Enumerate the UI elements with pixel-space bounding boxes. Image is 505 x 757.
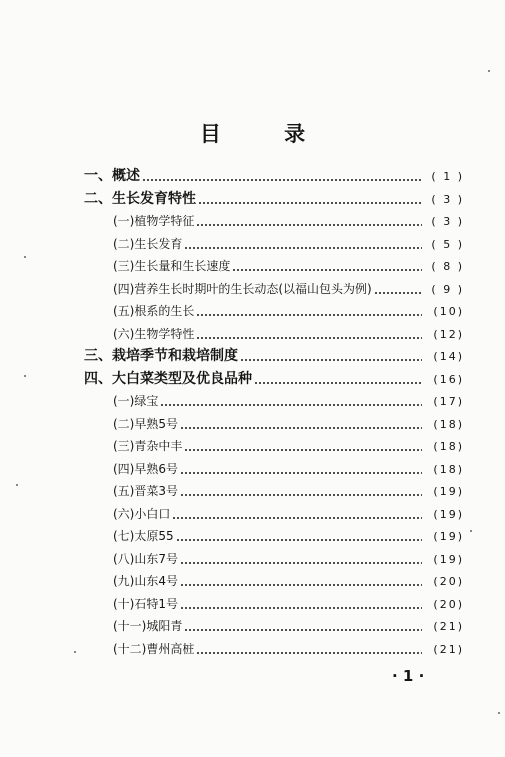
toc-entry-page: (12) (433, 327, 464, 341)
dot-leader (240, 349, 422, 363)
toc-entry-page: (10) (433, 305, 464, 318)
toc-entry-page: ( 5 ) (431, 237, 464, 251)
toc-entry (84, 525, 464, 548)
dot-leader (198, 192, 422, 206)
toc-entry-title: (九)山东4号 (113, 574, 178, 588)
page-title: 目 录 (199, 122, 334, 146)
toc-entry (84, 503, 464, 526)
table-of-contents (84, 165, 464, 660)
toc-entry-page: (18) (433, 417, 464, 431)
dot-leader (374, 282, 422, 296)
dot-leader (184, 237, 422, 251)
toc-entry-title: (十一)城阳青 (113, 619, 183, 633)
scan-speck (16, 484, 18, 486)
page-number: · 1 · (392, 667, 425, 685)
toc-entry-title: (二)生长发育 (113, 236, 183, 251)
toc-entry-title: 二、生长发育特性 (84, 190, 196, 207)
scan-speck (470, 530, 472, 532)
dot-leader (172, 507, 422, 521)
dot-leader (196, 327, 422, 341)
toc-entry (84, 413, 464, 436)
toc-entry-title: 四、大白菜类型及优良品种 (84, 370, 252, 387)
toc-entry-page: ( 3 ) (431, 192, 464, 206)
scan-speck (74, 651, 76, 653)
scan-speck (498, 712, 500, 714)
dot-leader (196, 304, 422, 318)
toc-entry-title: (三)青杂中丰 (113, 439, 183, 453)
toc-entry-title: (三)生长量和生长速度 (113, 259, 231, 273)
toc-entry-page: (21) (433, 620, 464, 633)
scan-speck (24, 256, 26, 258)
toc-entry-title: (五)根系的生长 (113, 304, 195, 318)
scan-speck (488, 70, 490, 72)
toc-entry-title: (十)石特1号 (113, 596, 178, 611)
dot-leader (180, 574, 422, 588)
toc-entry (84, 278, 464, 301)
dot-leader (180, 417, 422, 431)
toc-entry-page: (19) (433, 530, 464, 543)
toc-entry-title: (一)绿宝 (113, 394, 159, 408)
toc-entry-title: 三、栽培季节和栽培制度 (84, 348, 238, 364)
toc-entry-title: (一)植物学特征 (113, 214, 195, 228)
toc-entry (84, 435, 464, 458)
toc-entry (84, 188, 464, 211)
toc-entry-page: (21) (433, 642, 464, 656)
toc-entry-title: (六)生物学特性 (113, 326, 195, 341)
toc-entry-page: (14) (433, 350, 464, 363)
toc-entry (84, 570, 464, 593)
dot-leader (196, 214, 422, 228)
toc-entry-page: (20) (433, 597, 464, 611)
toc-entry (84, 390, 464, 413)
toc-entry (84, 345, 464, 368)
dot-leader (180, 484, 422, 498)
dot-leader (142, 169, 422, 183)
toc-entry-page: ( 1 ) (431, 170, 464, 183)
toc-entry (84, 368, 464, 391)
toc-entry (84, 615, 464, 638)
toc-entry (84, 300, 464, 323)
toc-entry (84, 255, 464, 278)
toc-entry-title: (四)早熟6号 (113, 461, 178, 476)
toc-entry-title: (七)太原55 (113, 529, 174, 543)
toc-entry (84, 210, 464, 233)
toc-entry-page: ( 8 ) (431, 260, 464, 273)
dot-leader (254, 372, 422, 386)
toc-entry (84, 593, 464, 616)
toc-entry-page: (19) (433, 552, 464, 566)
toc-entry-title: (四)营养生长时期叶的生长动态(以福山包头为例) (113, 281, 372, 296)
toc-entry (84, 165, 464, 188)
dot-leader (180, 597, 422, 611)
toc-entry-page: ( 9 ) (431, 282, 464, 296)
toc-entry-title: (二)早熟5号 (113, 416, 178, 431)
toc-entry-page: (18) (433, 440, 464, 453)
dot-leader (180, 462, 422, 476)
toc-entry-title: (五)晋菜3号 (113, 484, 178, 498)
toc-entry-page: (19) (433, 485, 464, 498)
toc-entry-page: (18) (433, 462, 464, 476)
toc-entry-title: 一、概述 (84, 168, 140, 184)
toc-entry-page: ( 3 ) (431, 215, 464, 228)
dot-leader (196, 642, 422, 656)
toc-entry-title: (六)小白口 (113, 506, 171, 521)
toc-entry (84, 323, 464, 346)
toc-entry-page: (17) (433, 395, 464, 408)
toc-entry-page: (16) (433, 372, 464, 386)
dot-leader (184, 619, 422, 633)
toc-entry (84, 458, 464, 481)
toc-entry-page: (19) (433, 507, 464, 521)
scan-speck (24, 375, 26, 377)
toc-entry-title: (十二)曹州高桩 (113, 641, 195, 656)
toc-entry (84, 233, 464, 256)
dot-leader (180, 552, 422, 566)
toc-entry-page: (20) (433, 575, 464, 588)
toc-entry (84, 638, 464, 661)
dot-leader (160, 394, 422, 408)
dot-leader (184, 439, 422, 453)
dot-leader (176, 529, 422, 543)
toc-entry (84, 548, 464, 571)
toc-entry-title: (八)山东7号 (113, 551, 178, 566)
dot-leader (232, 259, 422, 273)
toc-entry (84, 480, 464, 503)
